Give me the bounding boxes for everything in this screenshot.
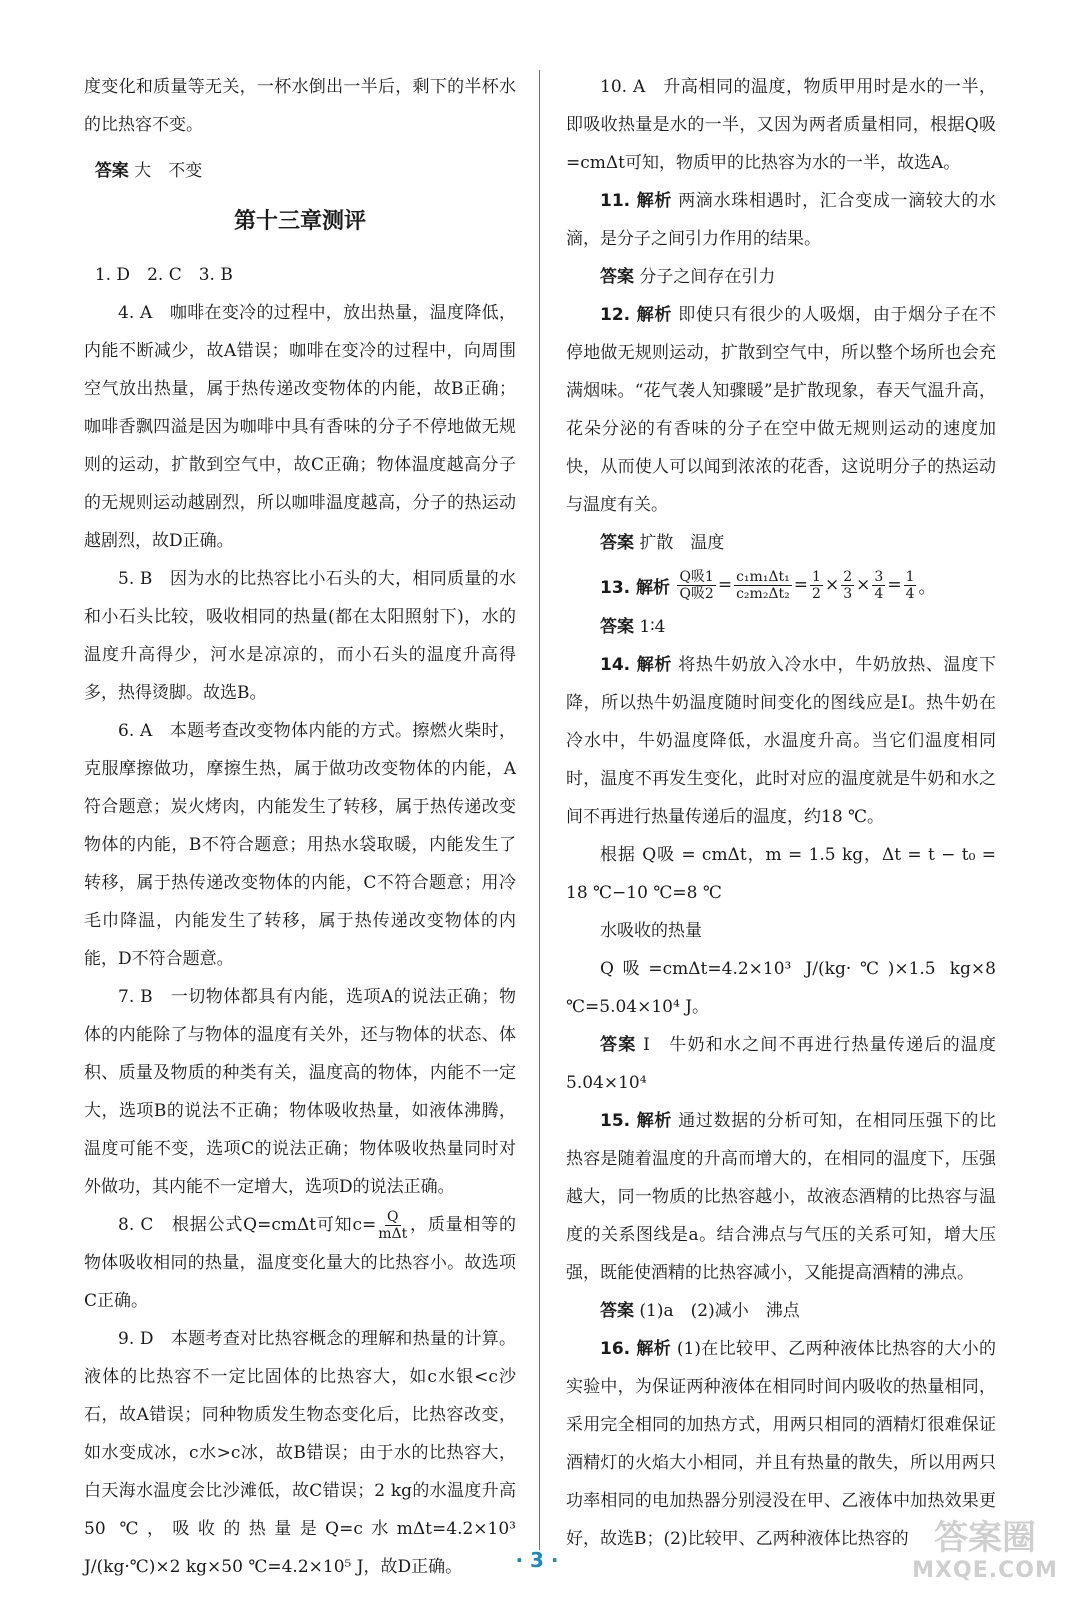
question-16-text: (1)在比较甲、乙两种液体比热容的大小的实验中，为保证两种液体在相同时间内吸收的热量相同，采用完全相同的加热方式，用两只相同的酒精灯很难保证酒精灯的火焰大小相同，并且有热量的散失，所以用两只功率相同的电加热器分别浸没在甲、乙液体中加热效果更好，故选B；(2)比较甲、乙两种液体比热容的 xyxy=(566,1339,996,1549)
question-8-part-a: 8. C 根据公式Q=cmΔt可知c= xyxy=(118,1215,377,1235)
equals-sign: = xyxy=(717,575,733,595)
question-12-label: 12. 解析 xyxy=(600,305,673,325)
question-1-3 xyxy=(84,256,516,294)
question-14-text: 将热牛奶放入冷水中，牛奶放热、温度下降，所以热牛奶温度随时间变化的图线应是Ⅰ。热牛奶在冷水中，牛奶温度降低，水温度升高。当它们温度相同时，温度不再发生变化，此时对应的温度就是牛奶和水之间不再进行热量传递后的温度，约18 ℃。 xyxy=(566,655,997,827)
answer-label: 答案 xyxy=(94,161,129,181)
fraction-denominator: 4 xyxy=(905,585,915,602)
fraction-numerator: Q吸1 xyxy=(679,568,714,585)
question-14-heat-label: 水吸收的热量 xyxy=(600,921,702,941)
answer-15-text: (1)a (2)减小 沸点 xyxy=(639,1301,800,1321)
question-12 xyxy=(566,296,996,524)
fraction-one-half xyxy=(810,569,823,602)
question-16-label: 16. 解析 xyxy=(600,1339,672,1359)
question-8 xyxy=(84,1206,516,1320)
answer-14-text: Ⅰ 牛奶和水之间不再进行热量传递后的温度 5.04×10⁴ xyxy=(566,1035,1014,1093)
fraction-numerator: 3 xyxy=(874,568,884,585)
question-10: 10. A 升高相同的温度，物质甲用时是水的一半，即吸收热量是水的一半，又因为两者质量相同，根据Q吸=cmΔt可知，物质甲的比热容为水的一半，故选A。 xyxy=(566,77,996,173)
answer-15 xyxy=(566,1292,996,1330)
question-11-text: 两滴水珠相遇时，汇合变成一滴较大的水滴，是分子之间引力作用的结果。 xyxy=(566,191,997,249)
watermark-logo xyxy=(910,1518,1060,1590)
paragraph-intro: 度变化和质量等无关，一杯水倒出一半后，剩下的半杯水的比热容不变。 xyxy=(84,77,516,135)
equals-sign: = xyxy=(793,575,809,595)
page-number: · 3 · xyxy=(515,1548,559,1572)
fraction-two-thirds xyxy=(841,569,854,602)
question-13 xyxy=(566,562,996,608)
question-8-part-b: ，质量相等的物体吸收相同的热量，温度变化量大的比热容小。故选项C正确。 xyxy=(84,1215,517,1311)
answer-11-text: 分子之间存在引力 xyxy=(639,267,776,287)
question-5: 5. B 因为水的比热容比小石头的大，相同质量的水和小石头比较，吸收相同的热量(都在太阳照射下)，水的温度升高得少，河水是凉凉的，而小石头的温度升高得多，热得烫脚。故选B。 xyxy=(84,569,516,703)
answer-12 xyxy=(566,524,996,562)
question-7: 7. B 一切物体都具有内能，选项A的说法正确；物体的内能除了与物体的温度有关外，还与物体的状态、体积、质量及物质的种类有关，温度高的物体，内能不一定大，选项B的说法不正确；物体吸收热量，如液体沸腾，温度可能不变，选项C的说法正确；物体吸收热量同时对外做功，其内能不一定增大，选项D的说法正确。 xyxy=(84,987,516,1197)
fraction-one-quarter xyxy=(904,569,917,602)
fraction-three-quarters xyxy=(872,569,885,602)
answer-13 xyxy=(566,608,996,646)
fraction-denominator: 3 xyxy=(843,585,853,602)
fraction-q-over-mdt xyxy=(378,1209,407,1242)
question-15 xyxy=(566,1102,996,1292)
left-column xyxy=(84,68,516,1586)
question-6: 6. A 本题考查改变物体内能的方式。擦燃火柴时，克服摩擦做功，摩擦生热，属于做功改变物体的内能，A符合题意；炭火烤肉，内能发生了转移，属于热传递改变物体的内能，B不符合题意；用热水袋取暖，内能发生了转移，属于热传递改变物体的内能，C不符合题意；用冷毛巾降温，内能发生了转移，属于热传递改变物体的内能，D不符合题意。 xyxy=(84,721,516,969)
right-column xyxy=(566,68,1014,1558)
times-sign: × xyxy=(824,575,840,595)
answer-14-label: 答案 xyxy=(600,1035,637,1055)
question-15-label: 15. 解析 xyxy=(600,1111,673,1131)
answer-12-label: 答案 xyxy=(600,533,634,553)
fraction-numerator: Q xyxy=(387,1209,399,1225)
question-9: 9. D 本题考查对比热容概念的理解和热量的计算。液体的比热容不一定比固体的比热容大，如c水银<c沙石，故A错误；同种物质发生物态变化后，比热容改变，如水变成冰，c水>c冰，故B错误；由于水的比热容大，白天海水温度会比沙滩低，故C错误；2 kg的水温度升高50 ℃，吸收的热量是Q=c水mΔt=4.2×10³ J/(kg·℃)×2 kg×50 ℃=4.2×10⁵ J，故D正确。 xyxy=(84,1329,516,1577)
answer-11-label: 答案 xyxy=(600,267,634,287)
question-13-label: 13. 解析 xyxy=(600,577,671,598)
question-15-text: 通过数据的分析可知，在相同压强下的比热容是随着温度的升高而增大的，在相同的温度下，压强越大，同一物质的比热容越小，故液态酒精的比热容与温度的关系图线是a。结合沸点与气压的关系可知，增大压强，既能使酒精的比热容减小，又能提高酒精的沸点。 xyxy=(566,1111,997,1283)
answer-11 xyxy=(566,258,996,296)
answer-14 xyxy=(566,1026,1014,1102)
fraction-numerator: c₁m₁Δt₁ xyxy=(736,568,790,585)
chapter-title: 第十三章测评 xyxy=(233,209,366,234)
answer-line xyxy=(84,152,516,190)
question-14-calculation: Q吸=cmΔt=4.2×10³ J/(kg·℃)×1.5 kg×8 ℃=5.04×10⁴ J。 xyxy=(566,959,996,1017)
answer-15-label: 答案 xyxy=(600,1301,634,1321)
question-14-label: 14. 解析 xyxy=(600,655,673,675)
question-14-formula: 根据 Q吸 = cmΔt，m = 1.5 kg，Δt = t − t₀ = 18 ℃−10 ℃=8 ℃ xyxy=(566,845,996,903)
period: 。 xyxy=(918,577,936,598)
question-4: 4. A 咖啡在变冷的过程中，放出热量，温度降低，内能不断减少，故A错误；咖啡在变冷的过程中，向周围空气放出热量，属于热传递改变物体的内能，故B正确；咖啡香飘四溢是因为咖啡中具有香味的分子不停地做无规则的运动，扩散到空气中，故C正确；物体温度越高分子的无规则运动越剧烈，所以咖啡温度越高，分子的热运动越剧烈，故D正确。 xyxy=(84,303,516,551)
answer-12-text: 扩散 温度 xyxy=(639,533,725,553)
question-14 xyxy=(566,646,996,836)
fraction-numerator: 2 xyxy=(843,568,853,585)
question-11 xyxy=(566,182,996,258)
question-12-text: 即使只有很少的人吸烟，由于烟分子在不停地做无规则运动，扩散到空气中，所以整个场所也会充满烟味。“花气袭人知骤暖”是扩散现象，春天气温升高，花朵分泌的有香味的分子在空中做无规则运动的速度加快，从而使人可以闻到浓浓的花香，这说明分子的热运动与温度有关。 xyxy=(566,305,997,515)
fraction-denominator: c₂m₂Δt₂ xyxy=(736,585,790,602)
fraction-denominator: 4 xyxy=(874,585,884,602)
question-11-label: 11. 解析 xyxy=(600,191,673,211)
times-sign: × xyxy=(856,575,871,595)
answer-13-label: 答案 xyxy=(600,617,634,637)
column-divider xyxy=(539,70,540,1550)
watermark-top: 答案圈 xyxy=(934,1518,1036,1558)
question-1-3-text: 1. D 2. C 3. B xyxy=(94,265,233,285)
equals-sign: = xyxy=(887,575,902,595)
answer-13-text: 1∶4 xyxy=(639,617,666,637)
fraction-numerator: 1 xyxy=(812,568,821,585)
fraction-cmdt-ratio xyxy=(734,569,792,602)
fraction-denominator: 2 xyxy=(812,585,821,602)
fraction-denominator: Q吸2 xyxy=(679,585,714,602)
fraction-denominator: mΔt xyxy=(378,1226,408,1242)
watermark-bottom: MXQE.COM xyxy=(912,1558,1058,1583)
answer-text: 大 不变 xyxy=(134,161,203,181)
fraction-numerator: 1 xyxy=(905,568,915,585)
fraction-q-ratio xyxy=(677,569,715,602)
